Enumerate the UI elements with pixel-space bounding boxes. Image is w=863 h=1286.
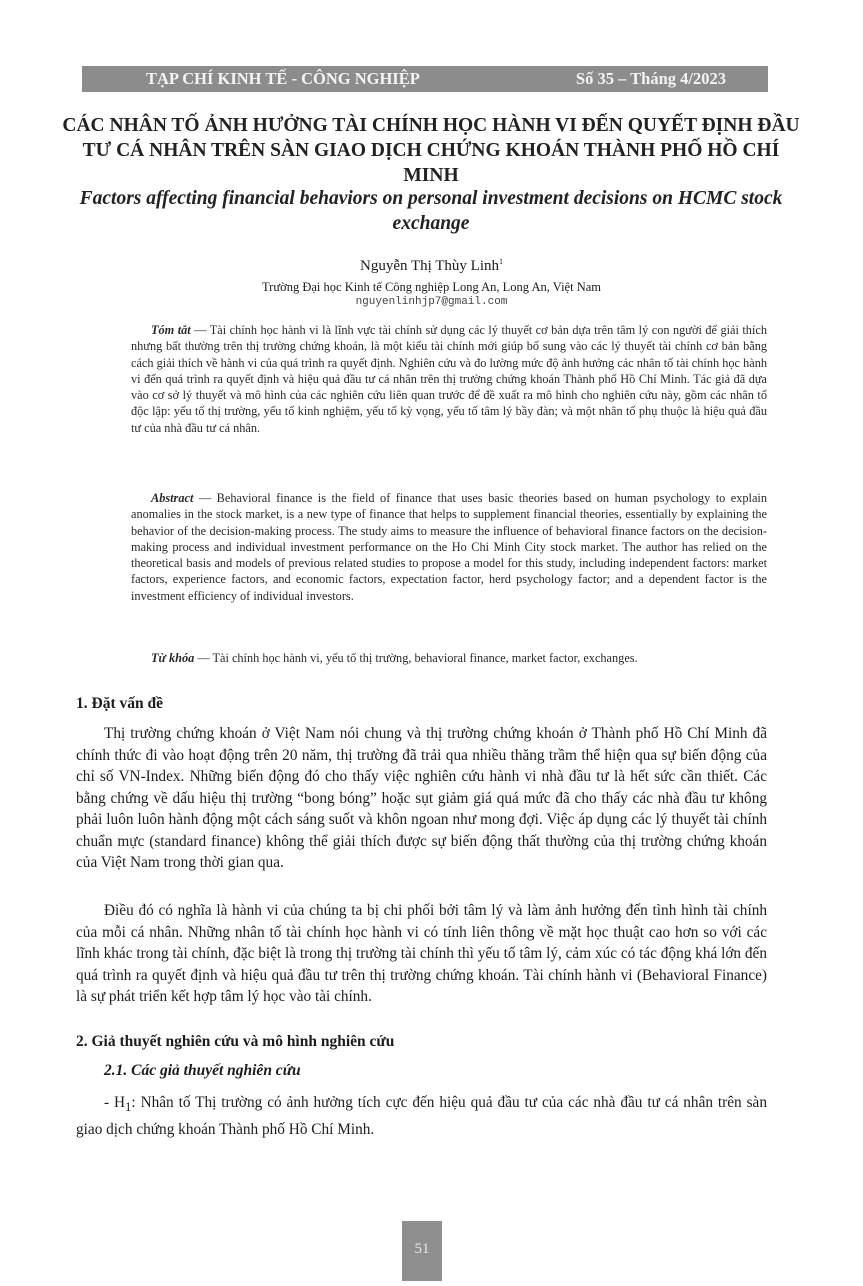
keywords-label: Từ khóa [151,651,195,665]
keywords: Từ khóa — Tài chính học hành vi, yếu tố thị trường, behavioral finance, market factor, exchanges. [151,651,638,665]
issue-info: Số 35 – Tháng 4/2023 [575,69,726,88]
journal-header-bar [82,66,768,92]
hypothesis-h1-label: - H [104,1094,126,1111]
section-1-heading: 1. Đặt vấn đề [76,695,163,712]
section-1-paragraph-2: Điều đó có nghĩa là hành vi của chúng ta bị chi phối bởi tâm lý và làm ảnh hưởng đến tình hình tài chính của mỗi cá nhân. Những nhân tố tài chính học hành vi có tính liên thông về mặt học thuật cao hơn so với các lĩnh khác trong tài chính, đặc biệt là trong thị trường tài chính thì yếu tố tâm lý, cảm xúc có tác động khá lớn đến quá trình ra quyết định và hiệu quả đầu tư trên thị trường chứng khoán. Tài chính hành vi (Behavioral Finance) là sự phát triển kết hợp tâm lý học vào tài chính. [76,902,767,1005]
author-affiliation-mark: 1 [499,257,504,266]
author-email: nguyenlinhjp7@gmail.com [355,296,508,308]
title-english: Factors affecting financial behaviors on personal investment decisions on HCMC stock exchange [79,188,783,234]
section-2-heading: 2. Giả thuyết nghiên cứu và mô hình nghiên cứu [76,1033,395,1050]
keywords-text: Tài chính học hành vi, yếu tố thị trường, behavioral finance, market factor, exchanges. [212,651,638,665]
journal-name: TẠP CHÍ KINH TẾ - CÔNG NGHIỆP [146,69,420,88]
abstract-label: Abstract [151,491,194,505]
author-affiliation: Trường Đại học Kinh tế Công nghiệp Long An, Long An, Việt Nam [261,280,601,294]
hypothesis-h1-text: : Nhân tố Thị trường có ảnh hưởng tích cực đến hiệu quả đầu tư của các nhà đầu tư cá nhân trên sàn giao dịch chứng khoán Thành phố Hồ Chí Minh. [76,1094,767,1138]
section-2-1-heading: 2.1. Các giả thuyết nghiên cứu [104,1062,301,1079]
title-vietnamese: CÁC NHÂN TỐ ẢNH HƯỞNG TÀI CHÍNH HỌC HÀNH VI ĐẾN QUYẾT ĐỊNH ĐẦU TƯ CÁ NHÂN TRÊN SÀN GIAO DỊCH CHỨNG KHOÁN THÀNH PHỐ HỒ CHÍ MINH [62,115,800,186]
tomtat-text: Tài chính học hành vi là lĩnh vực tài chính sử dụng các lý thuyết cơ bản dựa trên tâm lý con người để giải thích nhưng bất thường trên thị trường chứng khoán, là một kiểu tài chính mới giúp bổ sung vào các lý thuyết tài chính cơ bản bằng cách giải thích về hành vi của quá trình ra quyết định. Nghiên cứu và đo lường mức độ ảnh hưởng các nhân tố tài chính học hành vi đến quá trình ra quyết định và hiệu quả đầu tư cá nhân trên thị trường chứng khoán Thành phố Hồ Chí Minh. Tác giả đã dựa vào cơ sở lý thuyết và mô hình của các nghiên cứu liên quan trước để đề xuất ra mô hình cho nghiên cứu này, gồm các nhân tố độc lập: yếu tố thị trường, yếu tố kinh nghiệm, yếu tố kỳ vọng, yếu tố tâm lý bầy đàn; và một nhân tố phụ thuộc là hiệu quả đầu tư của nhà đầu tư cá nhân. [131,323,767,435]
hypothesis-h1-subscript: 1 [125,1100,132,1115]
author-name: Nguyễn Thị Thùy Linh [359,258,500,274]
author-line [0,257,863,275]
abstract-text: Behavioral finance is the field of finance that uses basic theories based on human psychology to explain anomalies in the stock market, is a new type of finance that helps to supplement financial theories, essentially by explaining the behavior of the decision-making process. The study aims to measure the influence of behavioral finance factors on the decision-making process and individual investment performance on the Ho Chi Minh City stock market. The author has relied on the theoretical basis and models of previous related studies to propose a model for this study, including independent factors: market factors, experience factors, and economic factors, expectation factor, herd psychology factor; and a dependent factor is the investment efficiency of individual investors. [131,491,767,603]
page-number: 51 [402,1221,442,1281]
english-abstract: Abstract — Behavioral finance is the field of finance that uses basic theories based on human psychology to explain anomalies in the stock market, is a new type of finance that helps to supplement financial theories, essentially by explaining the behavior of the decision-making process. The study aims to measure the influence of behavioral finance factors on the decision-making process and individual investment performance on the Ho Chi Minh City stock market. The author has relied on the theoretical basis and models of previous related studies to propose a model for this study, including independent factors: market factors, experience factors, and economic factors, expectation factor, herd psychology factor; and a dependent factor is the investment efficiency of individual investors. [131,491,767,603]
hypothesis-h1 [76,1092,767,1140]
tomtat-label: Tóm tắt [151,323,191,337]
vietnamese-abstract: Tóm tắt — Tài chính học hành vi là lĩnh vực tài chính sử dụng các lý thuyết cơ bản dựa trên tâm lý con người để giải thích nhưng bất thường trên thị trường chứng khoán, là một kiểu tài chính mới giúp bổ sung vào các lý thuyết tài chính cơ bản bằng cách giải thích về hành vi của quá trình ra quyết định. Nghiên cứu và đo lường mức độ ảnh hưởng các nhân tố tài chính học hành vi đến quá trình ra quyết định và hiệu quả đầu tư cá nhân trên thị trường chứng khoán Thành phố Hồ Chí Minh. Tác giả đã dựa vào cơ sở lý thuyết và mô hình của các nghiên cứu liên quan trước để đề xuất ra mô hình cho nghiên cứu này, gồm các nhân tố độc lập: yếu tố thị trường, yếu tố kinh nghiệm, yếu tố kỳ vọng, yếu tố tâm lý bầy đàn; và một nhân tố phụ thuộc là hiệu quả đầu tư của nhà đầu tư cá nhân. [131,323,767,435]
section-1-paragraph-1: Thị trường chứng khoán ở Việt Nam nói chung và thị trường chứng khoán ở Thành phố Hồ Chí Minh đã chính thức đi vào hoạt động trên 20 năm, thị trường đã trải qua nhiều thăng trầm thể hiện qua sự biến động của chỉ số VN-Index. Những biến động đó cho thấy việc nghiên cứu hành vi nhà đầu tư là hết sức cần thiết. Các bằng chứng về dấu hiệu thị trường “bong bóng” hoặc sụt giảm giá quá mức đã cho thấy các nhà đầu tư không phải luôn luôn hành động một cách sáng suốt và khôn ngoan như mong đợi. Việc áp dụng các lý thuyết tài chính chuẩn mực (standard finance) không thể giải thích được sự biến động thất thường của thị trường chứng khoán của Việt Nam trong thời gian qua. [76,725,767,871]
